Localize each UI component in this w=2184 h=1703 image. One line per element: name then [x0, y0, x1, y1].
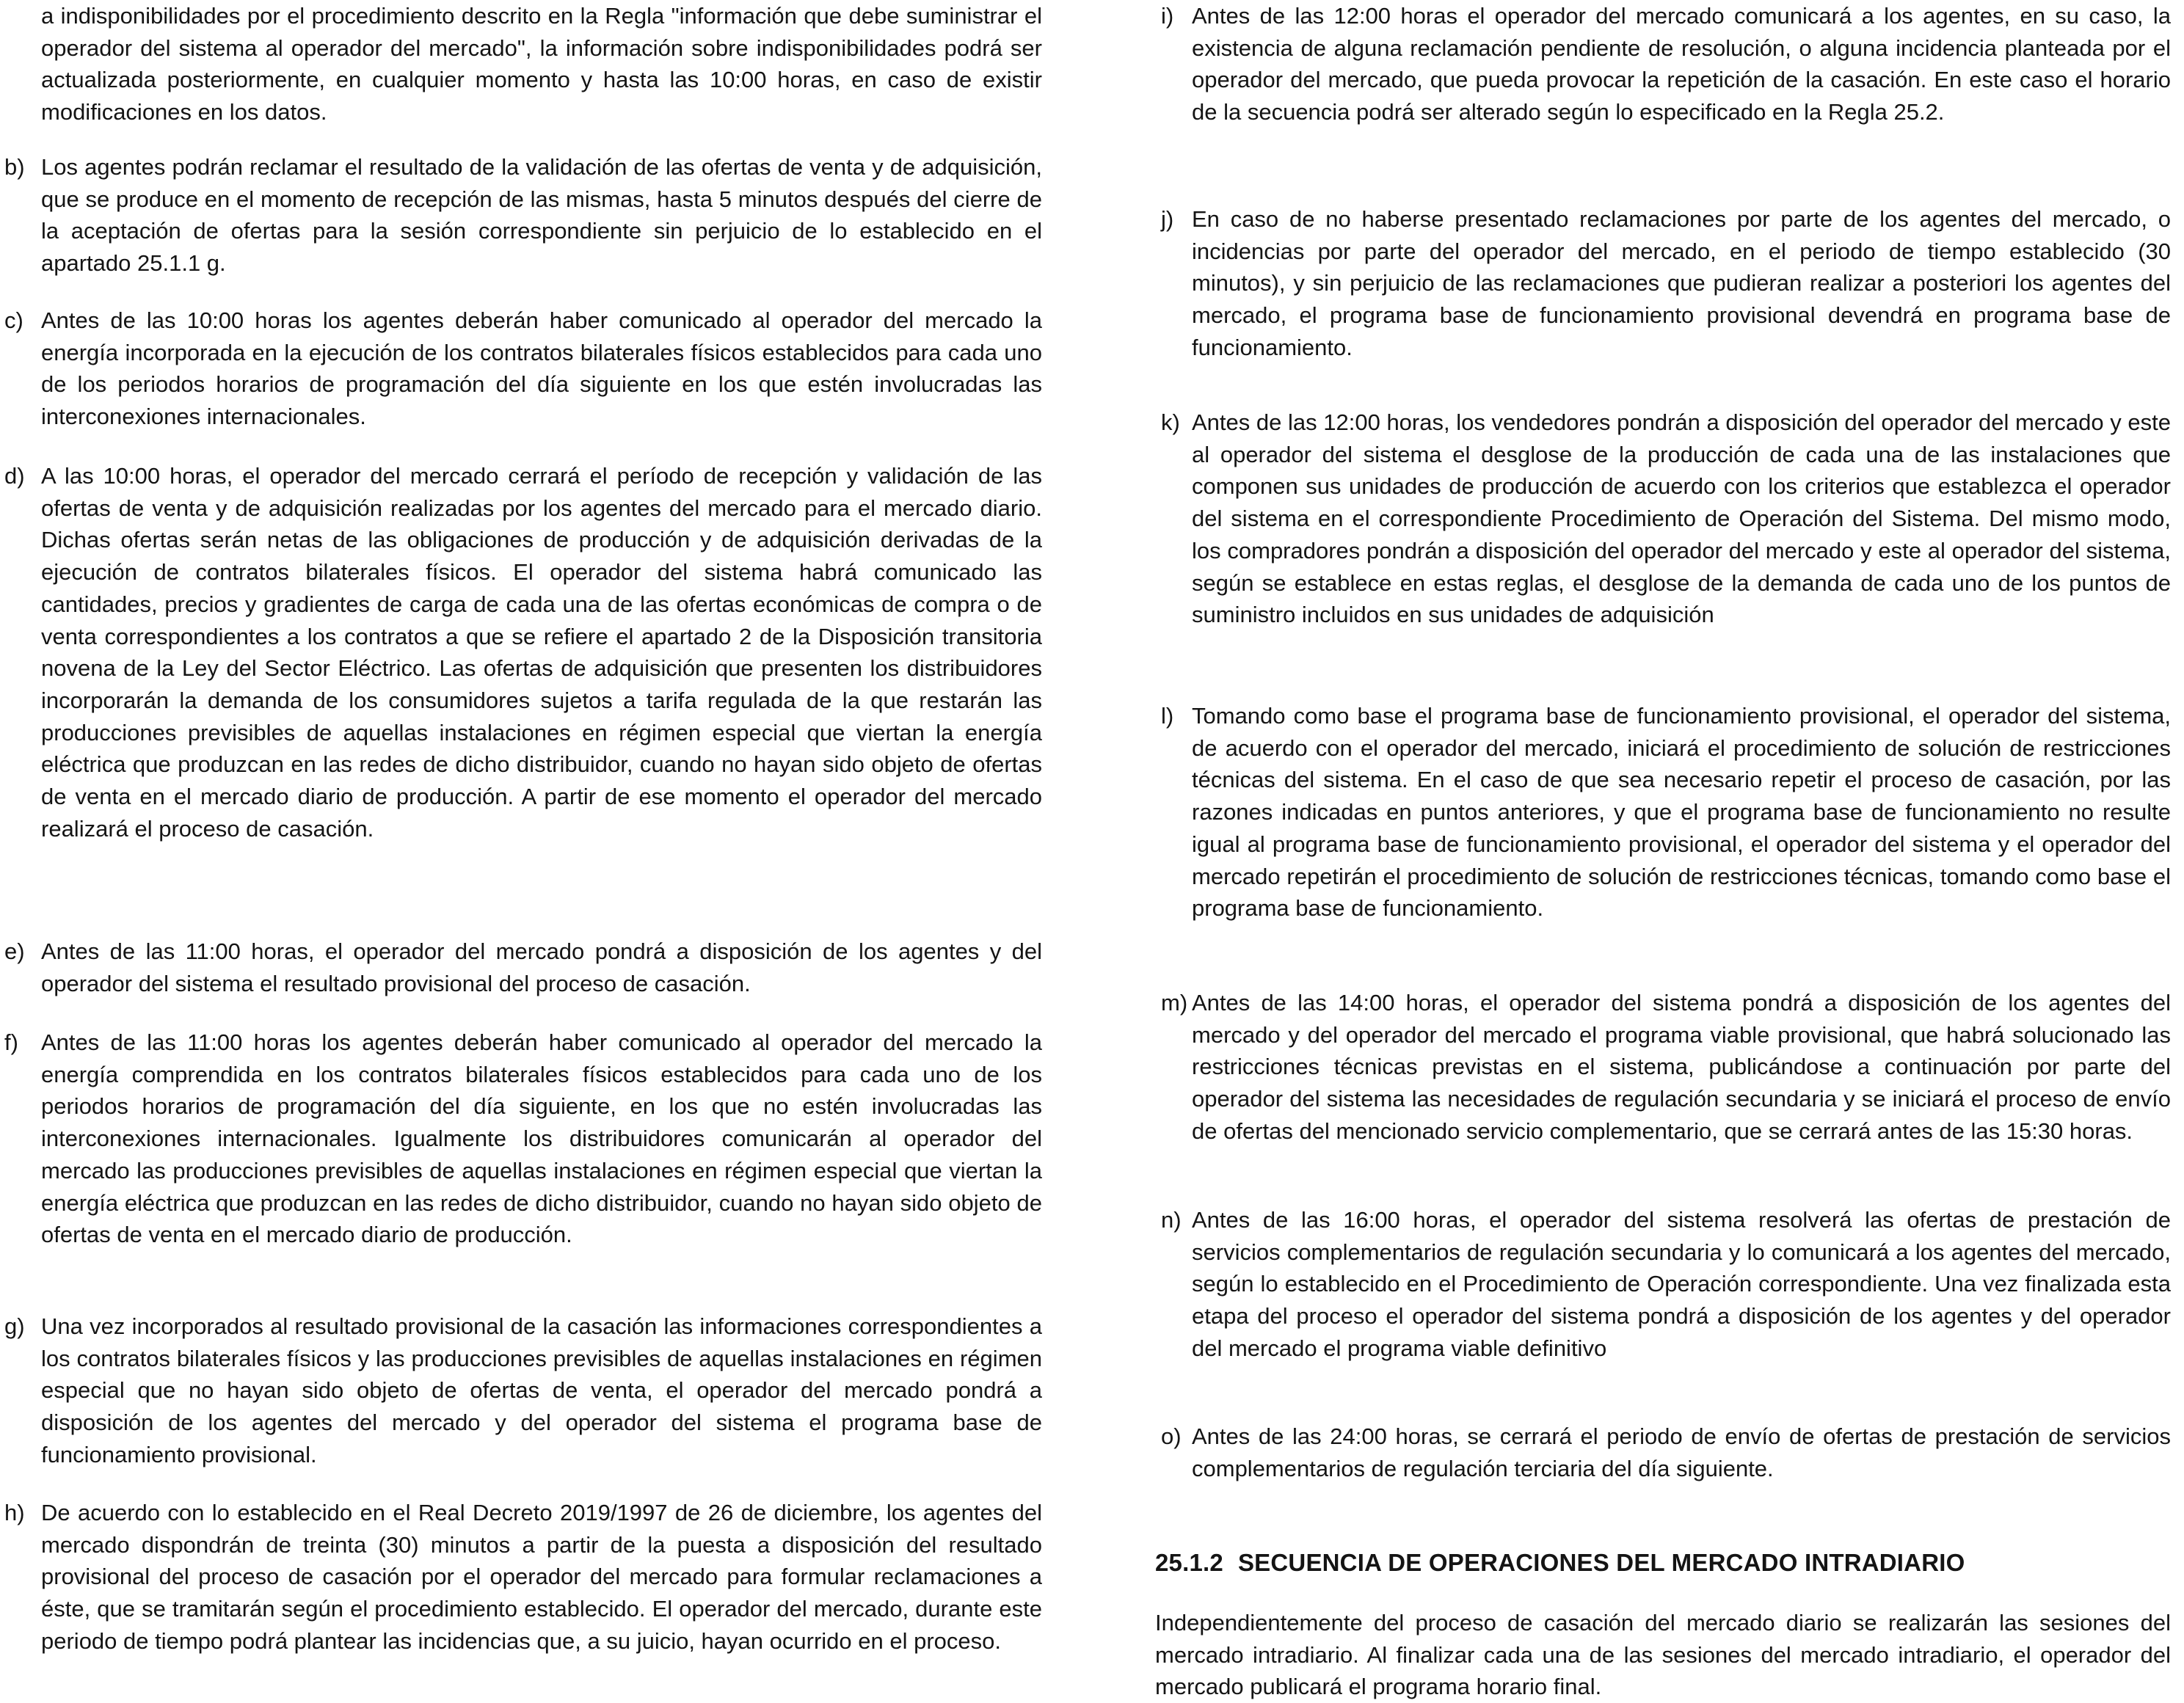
list-item-text: A las 10:00 horas, el operador del mercado cerrará el período de recepción y validación de las ofertas de venta y de adquisición realizadas por los agentes del mercado para el mercado diario. Dichas ofertas serán netas de las obligaciones de producción y de adquisición derivadas de la ejecución de contratos bilaterales físicos. El operador del sistema habrá comunicado las cantidades, precios y gradientes de carga de cada una de las ofertas económicas de compra o de venta correspondientes a los contratos a que se refiere el apartado 2 de la Disposición transitoria novena de la Ley del Sector Eléctrico. Las ofertas de adquisición que presenten los distribuidores incorporarán la demanda de los consumidores sujetos a tarifa regulada de la que restarán las producciones previsibles de aquellas instalaciones en régimen especial que viertan la energía eléctrica que produzcan en las redes de dicho distribuidor, cuando no hayan sido objeto de ofertas de venta en el mercado diario de producción. A partir de ese momento el operador del mercado realizará el proceso de casación. [41, 463, 1042, 842]
list-item-text: De acuerdo con lo establecido en el Real Decreto 2019/1997 de 26 de diciembre, los agentes del mercado dispondrán de treinta (30) minutos a partir de la puesta a disposición del resultado provisional del proceso de casación por el operador del mercado para formular reclamaciones a éste, que se tramitarán según el procedimiento establecido. El operador del mercado, durante este periodo de tiempo podrá plantear las incidencias que, a su juicio, hayan ocurrido en el proceso. [41, 1500, 1042, 1654]
section-title: SECUENCIA DE OPERACIONES DEL MERCADO INTRADIARIO [1237, 1549, 1965, 1576]
list-item-label: i) [1161, 3, 1174, 29]
list-item-label: c) [4, 307, 23, 333]
list-item-h [0, 1497, 1042, 1658]
list-item-text: Antes de las 11:00 horas, el operador del mercado pondrá a disposición de los agentes y del operador del sistema el resultado provisional del proceso de casación. [41, 938, 1042, 996]
list-item-label: j) [1161, 206, 1174, 232]
list-item-f [0, 1026, 1042, 1251]
list-item-text: En caso de no haberse presentado reclamaciones por parte de los agentes del mercado, o incidencias por parte del operador del mercado, en el periodo de tiempo establecido (30 minutos), y sin perjuicio de las reclamaciones que pudieran realizar a posteriori los agentes del mercado, el programa base de funcionamiento provisional devendrá en programa base de funcionamiento. [1192, 206, 2171, 360]
list-item-m [1149, 987, 2171, 1148]
list-item-label: k) [1161, 409, 1180, 435]
list-item-text: Una vez incorporados al resultado provisional de la casación las informaciones correspondientes a los contratos bilaterales físicos y las producciones previsibles de aquellas instalaciones en régimen especial que no hayan sido objeto de ofertas de venta, el operador del mercado pondrá a disposición de los agentes del mercado y del operador del sistema el programa base de funcionamiento provisional. [41, 1313, 1042, 1467]
list-item-label: b) [4, 154, 25, 180]
list-item-text: Antes de las 24:00 horas, se cerrará el periodo de envío de ofertas de prestación de servicios complementarios de regulación terciaria del día siguiente. [1192, 1423, 2171, 1481]
list-item-g [0, 1310, 1042, 1471]
list-item-text: Los agentes podrán reclamar el resultado de la validación de las ofertas de venta y de adquisición, que se produce en el momento de recepción de las mismas, hasta 5 minutos después del cierre de la aceptación de ofertas para la sesión correspondiente sin perjuicio de lo establecido en el apartado 25.1.1 g. [41, 154, 1042, 277]
list-item-label: d) [4, 463, 25, 489]
list-item-a-continuation [0, 0, 1042, 128]
list-item-text: Antes de las 10:00 horas los agentes deberán haber comunicado al operador del mercado la energía incorporada en la ejecución de los contratos bilaterales físicos establecidos para cada uno de los periodos horarios de programación del día siguiente en los que estén involucradas las interconexiones internacionales. [41, 307, 1042, 430]
list-item-label: o) [1161, 1423, 1182, 1449]
list-item-label: l) [1161, 703, 1174, 729]
section-paragraph: Independientemente del proceso de casación del mercado diario se realizarán las sesiones del mercado intradiario. Al finalizar cada una de las sesiones del mercado intradiario, el operador del mercado publicará el programa horario final. [1155, 1610, 2171, 1700]
list-item-text: Antes de las 14:00 horas, el operador del sistema pondrá a disposición de los agentes del mercado y del operador del mercado el programa viable provisional, que habrá solucionado las restricciones técnicas previstas en el sistema, publicándose a continuación por parte del operador del sistema las necesidades de regulación secundaria y se iniciará el proceso de envío de ofertas del mencionado servicio complementario, que se cerrará antes de las 15:30 horas. [1192, 990, 2171, 1144]
section-heading [1155, 1547, 2171, 1579]
list-item-label: h) [4, 1500, 25, 1525]
list-item-label: m) [1161, 990, 1188, 1015]
list-item-label: e) [4, 938, 25, 964]
list-item-text: Antes de las 16:00 horas, el operador del sistema resolverá las ofertas de prestación de servicios complementarios de regulación secundaria y lo comunicará a los agentes del mercado, según lo establecido en el Procedimiento de Operación correspondiente. Una vez finalizada esta etapa del proceso el operador del sistema pondrá a disposición de los agentes y del operador del mercado el programa viable definitivo [1192, 1207, 2171, 1361]
list-item-n [1149, 1204, 2171, 1365]
list-item-o [1149, 1421, 2171, 1484]
list-item-b [0, 151, 1042, 280]
list-item-e [0, 936, 1042, 999]
list-item-text: Antes de las 11:00 horas los agentes deberán haber comunicado al operador del mercado la energía comprendida en los contratos bilaterales físicos establecidos para cada uno de los periodos horarios de programación del día siguiente, en los que no estén involucradas las interconexiones internacionales. Igualmente los distribuidores comunicarán al operador del mercado las producciones previsibles de aquellas instalaciones en régimen especial que viertan la energía eléctrica que produzcan en las redes de dicho distribuidor, cuando no hayan sido objeto de ofertas de venta en el mercado diario de producción. [41, 1029, 1042, 1248]
list-item-text: Tomando como base el programa base de funcionamiento provisional, el operador del sistema, de acuerdo con el operador del mercado, iniciará el procedimiento de solución de restricciones técnicas del sistema. En el caso de que sea necesario repetir el proceso de casación, por las razones indicadas en puntos anteriores, y que el programa base de funcionamiento no resulte igual al programa base de funcionamiento provisional, el operador del sistema y el operador del mercado repetirán el procedimiento de solución de restricciones técnicas, tomando como base el programa base de funcionamiento. [1192, 703, 2171, 922]
section-number: 25.1.2 [1155, 1549, 1223, 1576]
list-item-text: Antes de las 12:00 horas, los vendedores pondrán a disposición del operador del mercado y este al operador del sistema el desglose de la producción de cada una de las instalaciones que componen sus unidades de producción de acuerdo con los criterios que establezca el operador del sistema en el correspondiente Procedimiento de Operación del Sistema. Del mismo modo, los compradores pondrán a disposición del operador del mercado y este al operador del sistema, según se establece en estas reglas, el desglose de la demanda de cada uno de los puntos de suministro incluidos en sus unidades de adquisición [1192, 409, 2171, 628]
list-item-i [1149, 0, 2171, 128]
list-item-j [1149, 203, 2171, 364]
list-item-text: a indisponibilidades por el procedimiento descrito en la Regla "información que debe suministrar el operador del sistema al operador del mercado", la información sobre indisponibilidades podrá ser actualizada posteriormente, en cualquier momento y hasta las 10:00 horas, en caso de existir modificaciones en los datos. [41, 3, 1042, 125]
list-item-label: g) [4, 1313, 25, 1339]
list-item-c [0, 305, 1042, 433]
list-item-text: Antes de las 12:00 horas el operador del mercado comunicará a los agentes, en su caso, la existencia de alguna reclamación pendiente de resolución, o alguna incidencia planteada por el operador del mercado, que pueda provocar la repetición de la casación. En este caso el horario de la secuencia podrá ser alterado según lo especificado en la Regla 25.2. [1192, 3, 2171, 125]
list-item-k [1149, 406, 2171, 631]
list-item-l [1149, 700, 2171, 925]
list-item-label: f) [4, 1029, 18, 1055]
list-item-d [0, 460, 1042, 845]
list-item-label: n) [1161, 1207, 1182, 1233]
